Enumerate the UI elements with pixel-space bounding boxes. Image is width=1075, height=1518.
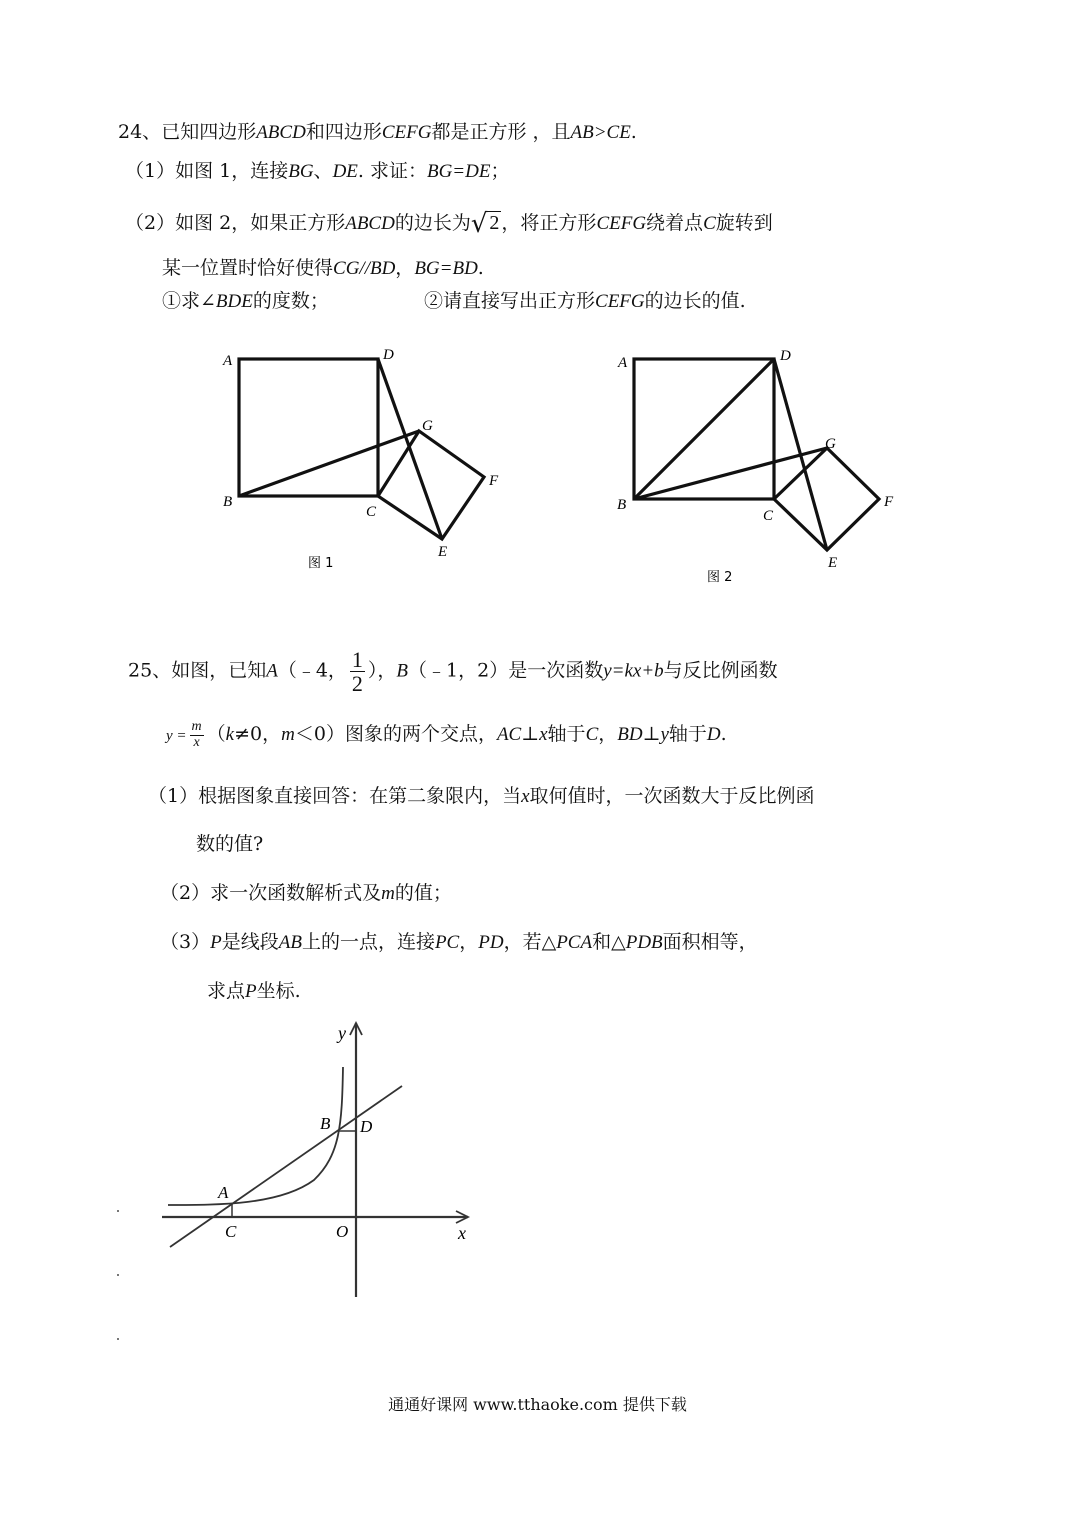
q25-part1: （1）根据图象直接回答：在第二象限内，当x取何值时，一次函数大于反比例函 xyxy=(148,785,815,807)
label-e: E xyxy=(438,544,448,560)
linear-function-line xyxy=(170,1086,402,1247)
label-y: y xyxy=(338,1023,346,1043)
q25-line2: y = $\frac{m}{x}$ （k≠0，m＜0）图象的两个交点，AC⊥x轴于C，BD⊥y轴于D. xyxy=(166,719,727,750)
square-cefg xyxy=(378,431,484,539)
segment-bg xyxy=(239,431,419,496)
q24-sub1: ①求∠BDE的度数； xyxy=(162,290,329,312)
label-b: B xyxy=(617,497,627,513)
segment-de xyxy=(378,359,442,539)
segment-bd xyxy=(634,359,774,499)
question-number: 25、 xyxy=(128,659,172,682)
label-b: B xyxy=(223,494,233,510)
label-d: D xyxy=(360,1117,373,1136)
fraction-m-over-x: $\frac{m}{x}$ xyxy=(191,719,202,750)
fraction-one-half: $\frac{1}{2}$ xyxy=(351,647,363,697)
function-graph xyxy=(150,1015,490,1305)
label-d: D xyxy=(780,348,791,364)
label-f: F xyxy=(489,473,499,489)
segment-bg xyxy=(634,448,827,499)
label-a: A xyxy=(223,353,233,369)
scan-dot xyxy=(117,1338,119,1340)
q25-part1-cont: 数的值? xyxy=(196,833,264,855)
figure-1 xyxy=(210,340,520,580)
page-footer: 通通好课网 www.tthaoke.com 提供下载 xyxy=(388,1395,687,1414)
label-d: D xyxy=(383,347,394,363)
sqrt-two: √ 2 xyxy=(470,209,500,239)
inverse-function-curve xyxy=(168,1067,343,1205)
q25-part3: （3）P是线段AB上的一点，连接PC，PD，若△PCA和△PDB面积相等， xyxy=(160,931,758,953)
q24-part2-cont: 某一位置时恰好使得CG//BD，BG=BD. xyxy=(162,257,484,279)
label-e: E xyxy=(828,555,838,571)
figure-2 xyxy=(605,340,905,590)
q24-sub2: ②请直接写出正方形CEFG的边长的值. xyxy=(424,290,746,312)
q24-line1: 24、已知四边形ABCD和四边形CEFG都是正方形 ，且AB>CE. xyxy=(118,121,637,143)
scan-dot xyxy=(117,1274,119,1276)
label-x: x xyxy=(458,1223,466,1243)
label-a: A xyxy=(218,1183,229,1202)
label-a: A xyxy=(618,355,628,371)
label-c: C xyxy=(225,1222,237,1241)
scan-dot xyxy=(117,1210,119,1212)
q25-part2: （2）求一次函数解析式及m的值； xyxy=(160,882,452,904)
q24-part1: （1）如图 1，连接BG、DE. 求证：BG=DE； xyxy=(125,160,510,182)
figure-1-caption: 图 1 xyxy=(308,556,334,571)
square-cefg xyxy=(774,448,879,550)
label-c: C xyxy=(763,508,774,524)
q24-part2: （2）如图 2，如果正方形ABCD的边长为√ 2 ，将正方形CEFG绕着点C旋转到 xyxy=(125,209,773,239)
label-f: F xyxy=(884,494,894,510)
label-b: B xyxy=(320,1114,331,1133)
label-c: C xyxy=(366,504,377,520)
figure-2-caption: 图 2 xyxy=(707,570,733,585)
q25-part3-cont: 求点P坐标. xyxy=(207,980,301,1002)
square-abcd xyxy=(239,359,378,496)
question-number: 24、 xyxy=(118,121,162,143)
label-g: G xyxy=(825,436,836,452)
label-g: G xyxy=(422,418,433,434)
label-o: O xyxy=(336,1222,349,1241)
q25-line1: 25、如图，已知A（﹣4， $\frac{1}{2}$ ），B（﹣1，2）是一次函数y=kx+b与反比例函数 xyxy=(128,647,778,697)
